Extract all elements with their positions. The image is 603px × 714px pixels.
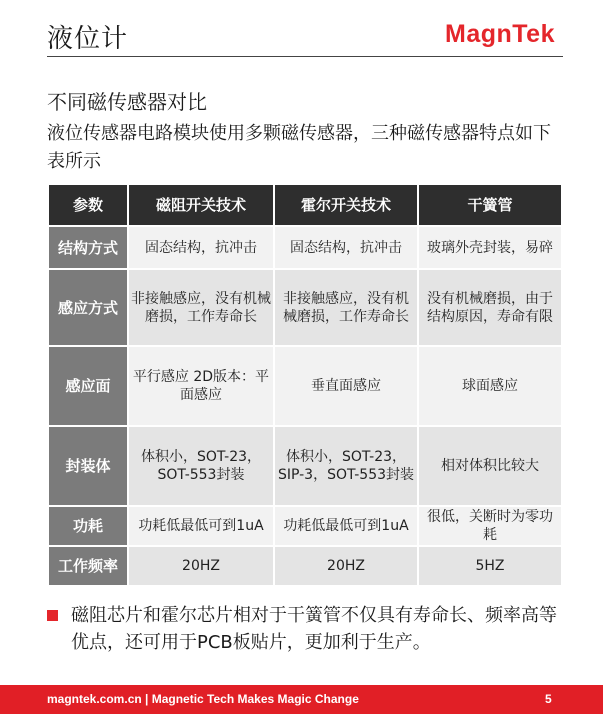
table-cell: 固态结构，抗冲击 xyxy=(128,226,274,269)
table-row xyxy=(48,506,562,546)
footer-bar xyxy=(0,685,603,714)
table-cell: 非接触感应，没有机械磨损，工作寿命长 xyxy=(128,269,274,346)
row-label: 感应方式 xyxy=(48,269,128,346)
header-divider xyxy=(47,56,563,57)
table-cell: 平行感应 2D版本：平面感应 xyxy=(128,346,274,426)
table-cell: 体积小，SOT-23，SOT-553封装 xyxy=(128,426,274,506)
summary-note-text: 磁阻芯片和霍尔芯片相对于干簧管不仅具有寿命长、频率高等优点，还可用于PCB板贴片，更加利于生产。 xyxy=(71,605,557,653)
table-cell: 功耗低最低可到1uA xyxy=(128,506,274,546)
intro-paragraph: 液位传感器电路模块使用多颗磁传感器，三种磁传感器特点如下表所示 xyxy=(47,123,551,172)
table-row xyxy=(48,346,562,426)
table-row xyxy=(48,546,562,586)
table-cell: 20HZ xyxy=(128,546,274,586)
table-cell: 相对体积比较大 xyxy=(418,426,562,506)
table-cell: 垂直面感应 xyxy=(274,346,418,426)
table-cell: 固态结构，抗冲击 xyxy=(274,226,418,269)
logo-text: MagnTek xyxy=(445,20,555,48)
table-cell: 体积小，SOT-23，SIP-3，SOT-553封装 xyxy=(274,426,418,506)
table-cell: 5HZ xyxy=(418,546,562,586)
page-number: 5 xyxy=(545,692,552,706)
column-header-magnetoresistive: 磁阻开关技术 xyxy=(128,184,274,226)
row-label: 工作频率 xyxy=(48,546,128,586)
table-row xyxy=(48,426,562,506)
bullet-square-icon xyxy=(47,610,58,621)
row-label: 结构方式 xyxy=(48,226,128,269)
footer-text: magntek.com.cn | Magnetic Tech Makes Magic Change xyxy=(47,692,359,706)
brand-logo xyxy=(445,20,555,49)
comparison-table xyxy=(47,183,563,587)
table-cell: 玻璃外壳封装，易碎 xyxy=(418,226,562,269)
table-cell: 很低，关断时为零功耗 xyxy=(418,506,562,546)
section-title: 不同磁传感器对比 xyxy=(47,90,207,114)
row-label: 功耗 xyxy=(48,506,128,546)
table-header-row xyxy=(48,184,562,226)
table-cell: 功耗低最低可到1uA xyxy=(274,506,418,546)
page-title: 液位计 xyxy=(47,24,129,54)
table-cell: 20HZ xyxy=(274,546,418,586)
row-label: 封装体 xyxy=(48,426,128,506)
table-row xyxy=(48,226,562,269)
table-cell: 非接触感应，没有机械磨损，工作寿命长 xyxy=(274,269,418,346)
table-cell: 球面感应 xyxy=(418,346,562,426)
column-header-parameter: 参数 xyxy=(48,184,128,226)
column-header-reed: 干簧管 xyxy=(418,184,562,226)
summary-note xyxy=(47,602,567,656)
column-header-hall: 霍尔开关技术 xyxy=(274,184,418,226)
table-row xyxy=(48,269,562,346)
row-label: 感应面 xyxy=(48,346,128,426)
table-cell: 没有机械磨损，由于结构原因，寿命有限 xyxy=(418,269,562,346)
